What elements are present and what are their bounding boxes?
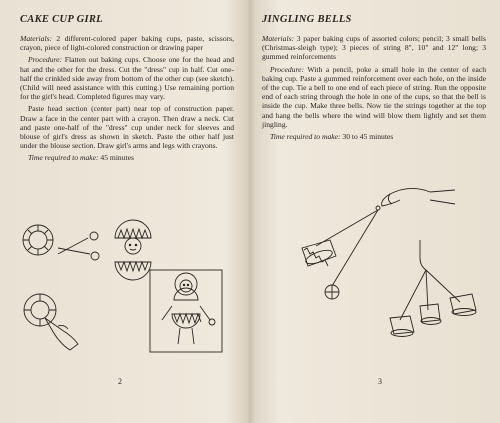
- procedure-label: Procedure:: [28, 55, 63, 65]
- cut-cup-sketch: [23, 225, 99, 260]
- procedure-label: Procedure:: [270, 64, 305, 74]
- right-page: [250, 0, 500, 423]
- procedure-text: With a pencil, poke a small hole in the center of each baking cup. Paste a gummed reinforcement over each hole, on the inside of the cup. Tie a bell to one end of each piece of string. Run the opposite end of each string through the hole in one of the cups, so that the bell is inside the cup. Make three bells. Now tie the strings together at the top and hang the bells where the wind will blow them lightly and set them jingling.: [262, 64, 486, 129]
- bell-ball: [325, 285, 339, 299]
- instructions-paragraph: Paste head section (center part) near top of construction paper. Draw a face in the center part with a crayon. Then draw a neck. Cut and paste one-half of the "dress" cup under neck for sleeves and blouse of girl's dress as shown in sketch. Paste the other half just under the blouse section. Draw girl's arms and legs with crayons.: [20, 104, 234, 151]
- time-label: Time required to make:: [28, 153, 99, 163]
- time-value: 45 minutes: [100, 153, 134, 163]
- procedure-text: Flatten out baking cups. Choose one for the head and hat and the other for the dress. Cut the "dress" cup in half. Cut one-half the crinkled side away from bottom of the other cup (see sketch). (Child will need assistance with this cutting.) Use remaining portion for the girl's head. Completed figures may vary.: [20, 55, 234, 102]
- jingling-bells-illustration: [250, 170, 500, 340]
- right-page-title: JINGLING BELLS: [262, 14, 352, 25]
- materials-label: Materials:: [262, 34, 295, 43]
- time-required: [20, 153, 234, 162]
- page-number-right: 3: [378, 377, 382, 386]
- time-value: 30 to 45 minutes: [342, 132, 394, 142]
- time-label: Time required to make:: [270, 132, 341, 142]
- hand-drawing-face-sketch: [24, 294, 78, 350]
- finished-girl-sketch: [150, 270, 222, 352]
- materials-text: 2 different-colored paper baking cups, paste, scissors, crayon, piece of light-colored construction or drawing paper: [20, 34, 234, 53]
- left-page-title: CAKE CUP GIRL: [20, 14, 103, 25]
- page-number-left: 2: [118, 377, 122, 386]
- left-page-body: [20, 34, 234, 166]
- materials-text: 3 paper baking cups of assorted colors; pencil; 3 small bells (Christmas-sleigh type); 3 pieces of string 8", 10" and 12" long; 3 gummed reinforcements: [262, 34, 486, 62]
- hanging-bells-sketch: [390, 240, 476, 337]
- materials-paragraph: [20, 34, 234, 52]
- assembled-head-sketch: [115, 220, 151, 280]
- materials-label: Materials:: [20, 34, 53, 43]
- cake-cup-girl-illustration: [0, 218, 250, 358]
- right-page-body: [262, 34, 486, 144]
- materials-paragraph: [262, 34, 486, 62]
- hand-holding-string-sketch: [316, 188, 455, 286]
- time-required: [262, 132, 486, 141]
- procedure-paragraph: [20, 55, 234, 101]
- procedure-paragraph: [262, 65, 486, 129]
